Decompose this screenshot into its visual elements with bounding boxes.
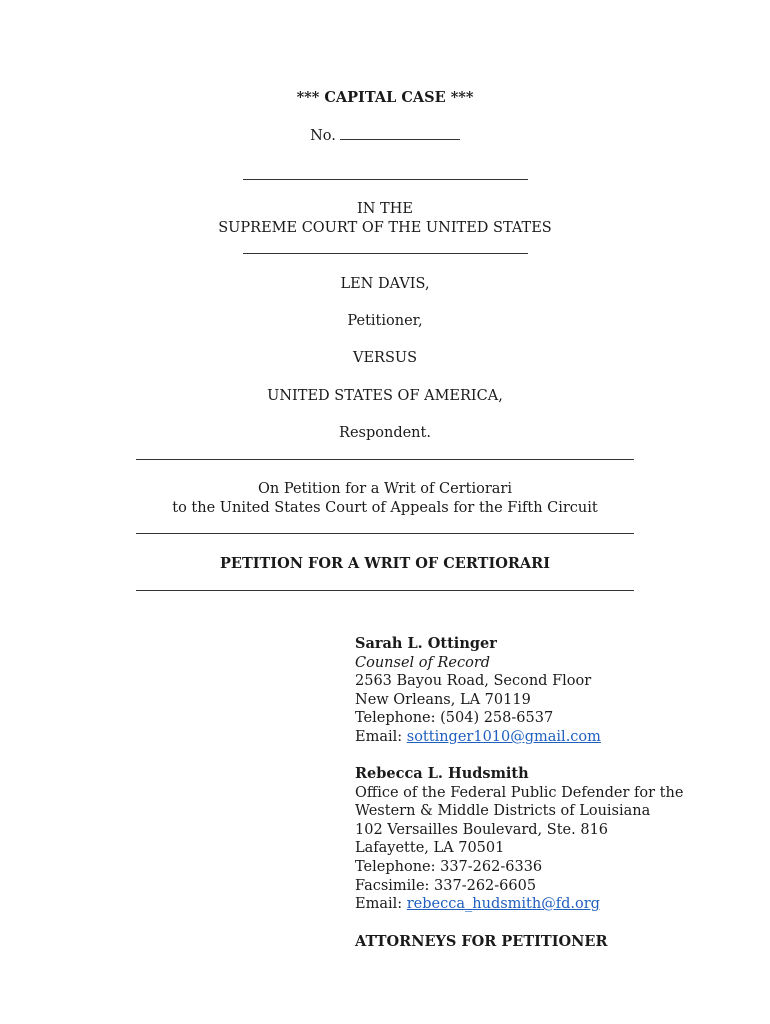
counsel-block-1 bbox=[355, 635, 601, 747]
counsel2-phone: Telephone: 337-262-6336 bbox=[355, 858, 543, 875]
counsel2-email-line bbox=[355, 895, 683, 914]
case-number-line bbox=[0, 127, 770, 144]
counsel2-fax: Facsimile: 337-262-6605 bbox=[355, 877, 537, 894]
petitioner-role: Petitioner, bbox=[347, 313, 423, 329]
counsel2-email-label: Email: bbox=[355, 896, 407, 913]
divider-court bbox=[243, 253, 528, 254]
petition-line-2: to the United States Court of Appeals for the Fifth Circuit bbox=[172, 500, 598, 516]
petition-title: PETITION FOR A WRIT OF CERTIORARI bbox=[219, 555, 550, 572]
counsel1-email-line bbox=[355, 728, 601, 747]
attorneys-for-petitioner: ATTORNEYS FOR PETITIONER bbox=[355, 933, 608, 950]
capital-case-heading: *** CAPITAL CASE *** bbox=[296, 89, 474, 106]
divider-petition bbox=[136, 533, 634, 534]
counsel2-address1: 102 Versailles Boulevard, Ste. 816 bbox=[355, 821, 609, 838]
case-number-blank bbox=[340, 127, 460, 140]
court-line-1: IN THE bbox=[357, 201, 413, 217]
divider-top bbox=[243, 179, 528, 180]
case-number-label: No. bbox=[310, 128, 336, 144]
counsel-block-2 bbox=[355, 765, 683, 914]
counsel1-role: Counsel of Record bbox=[355, 654, 491, 671]
counsel1-address2: New Orleans, LA 70119 bbox=[355, 691, 531, 708]
counsel1-name: Sarah L. Ottinger bbox=[355, 635, 497, 652]
counsel1-email-label: Email: bbox=[355, 728, 407, 745]
counsel2-office1: Office of the Federal Public Defender for the bbox=[355, 784, 684, 801]
counsel1-phone: Telephone: (504) 258-6537 bbox=[355, 710, 554, 727]
respondent-name: UNITED STATES OF AMERICA, bbox=[267, 388, 503, 404]
petitioner-name: LEN DAVIS, bbox=[340, 276, 430, 292]
divider-parties bbox=[136, 459, 634, 460]
counsel2-name: Rebecca L. Hudsmith bbox=[355, 765, 529, 782]
court-line-2: SUPREME COURT OF THE UNITED STATES bbox=[218, 220, 552, 236]
counsel2-email-link[interactable]: rebecca_hudsmith@fd.org bbox=[406, 896, 600, 913]
counsel2-office2: Western & Middle Districts of Louisiana bbox=[355, 803, 651, 820]
divider-title bbox=[136, 590, 634, 591]
counsel1-address1: 2563 Bayou Road, Second Floor bbox=[355, 673, 592, 690]
petition-line-1: On Petition for a Writ of Certiorari bbox=[258, 481, 512, 497]
counsel1-email-link[interactable]: sottinger1010@gmail.com bbox=[406, 728, 601, 745]
respondent-role: Respondent. bbox=[339, 425, 431, 441]
counsel2-address2: Lafayette, LA 70501 bbox=[355, 840, 505, 857]
versus-label: VERSUS bbox=[352, 350, 418, 366]
